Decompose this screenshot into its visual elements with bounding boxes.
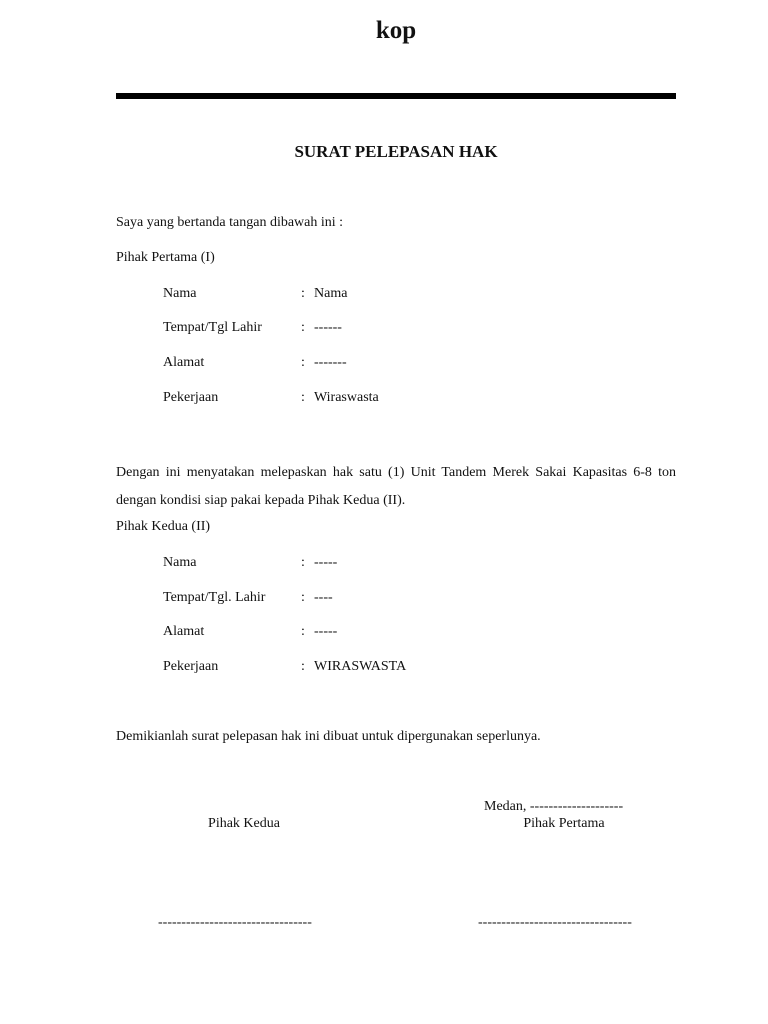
pihak-kedua-nama-label: Nama bbox=[163, 555, 197, 570]
field-colon: : bbox=[301, 555, 305, 570]
letterhead-rule bbox=[116, 93, 676, 99]
intro-text: Saya yang bertanda tangan dibawah ini : bbox=[116, 215, 344, 230]
pihak-kedua-nama-value: ----- bbox=[314, 555, 338, 570]
statement-paragraph: Dengan ini menyatakan melepaskan hak satu (1) Unit Tandem Merek Sakai Kapasitas 6-8 ton dengan kondisi siap pakai kepada Pihak Kedua (II). bbox=[116, 465, 676, 508]
pihak-kedua-pekerjaan-label: Pekerjaan bbox=[163, 659, 219, 674]
field-colon: : bbox=[301, 286, 305, 301]
pihak-pertama-alamat-label: Alamat bbox=[163, 355, 205, 370]
pihak-pertama-pekerjaan-label: Pekerjaan bbox=[163, 390, 219, 405]
field-colon: : bbox=[301, 390, 305, 405]
document-title: SURAT PELEPASAN HAK bbox=[294, 142, 498, 161]
pihak-pertama-pekerjaan-value: Wiraswasta bbox=[314, 390, 379, 405]
letterhead-kop: kop bbox=[375, 17, 417, 44]
field-colon: : bbox=[301, 624, 305, 639]
signature-line-pihak-kedua: --------------------------------- bbox=[158, 915, 312, 930]
pihak-pertama-nama-label: Nama bbox=[163, 286, 197, 301]
field-colon: : bbox=[301, 355, 305, 370]
pihak-pertama-ttl-value: ------ bbox=[314, 320, 342, 335]
pihak-pertama-alamat-value: ------- bbox=[314, 355, 347, 370]
field-colon: : bbox=[301, 659, 305, 674]
pihak-pertama-nama-value: Nama bbox=[314, 286, 348, 301]
pihak-kedua-ttl-label: Tempat/Tgl. Lahir bbox=[163, 590, 266, 605]
pihak-kedua-pekerjaan-value: WIRASWASTA bbox=[314, 659, 407, 674]
pihak-kedua-alamat-value: ----- bbox=[314, 624, 338, 639]
pihak-pertama-heading: Pihak Pertama (I) bbox=[116, 250, 215, 265]
field-colon: : bbox=[301, 590, 305, 605]
closing-text: Demikianlah surat pelepasan hak ini dibuat untuk dipergunakan seperlunya. bbox=[116, 729, 541, 744]
field-colon: : bbox=[301, 320, 305, 335]
signature-title-pihak-pertama: Pihak Pertama bbox=[523, 816, 605, 831]
pihak-kedua-alamat-label: Alamat bbox=[163, 624, 205, 639]
pihak-kedua-heading: Pihak Kedua (II) bbox=[116, 519, 211, 534]
pihak-kedua-ttl-value: ---- bbox=[314, 590, 333, 605]
pihak-pertama-ttl-label: Tempat/Tgl Lahir bbox=[163, 320, 262, 335]
signature-title-pihak-kedua: Pihak Kedua bbox=[208, 816, 280, 831]
place-date: Medan, -------------------- bbox=[484, 799, 624, 814]
signature-line-pihak-pertama: --------------------------------- bbox=[478, 915, 632, 930]
